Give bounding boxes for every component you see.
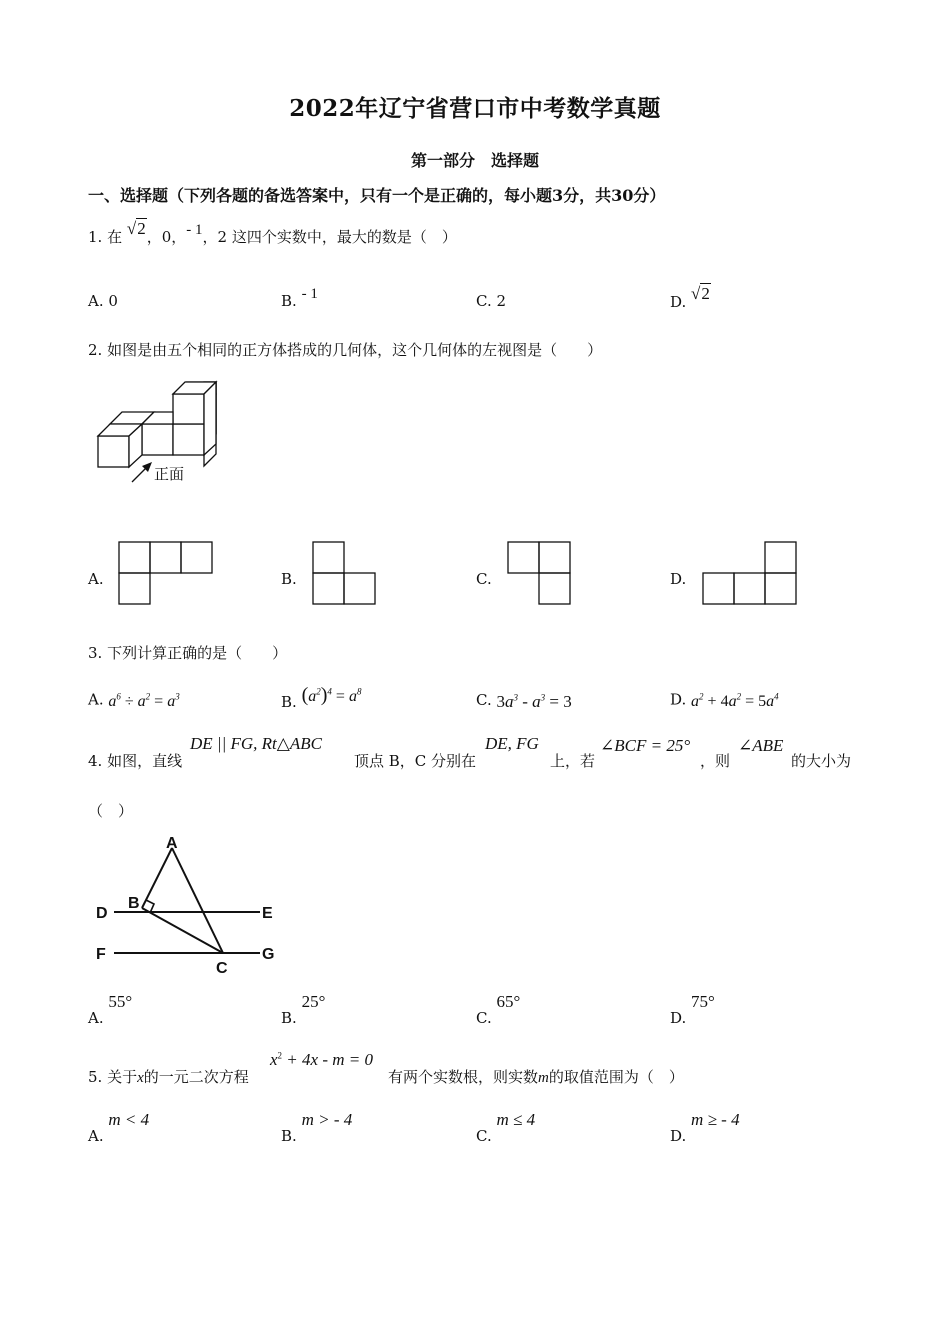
q5-mid1: 的一元二次方程 [143,1068,249,1086]
q5-option-d[interactable] [670,1110,740,1145]
q5-eq-exp: 2 [277,1050,283,1061]
q3-option-a-expr [108,693,179,710]
term: a [691,693,700,711]
coef: 3 [496,692,505,711]
question-1-stem [88,219,457,247]
exp: 2 [145,692,151,702]
q3-option-b-expr [301,684,362,706]
q5-pre: 5. 关于 [88,1068,138,1086]
q3-option-d-label: D. [670,690,687,709]
term: a [308,688,317,705]
label-d: D [96,905,108,922]
q4-option-c-value: 65° [496,992,521,1011]
exp: 4 [774,692,779,702]
label-c: C [216,960,228,977]
term: a [167,693,176,711]
q3-option-d[interactable] [670,690,779,709]
q5-option-a[interactable] [88,1110,150,1145]
segment-ac [172,848,223,953]
q5-tail [388,1066,684,1087]
page-title: 2022年辽宁省营口市中考数学真题 [289,95,661,122]
q2-option-b-label[interactable]: B. [281,570,297,588]
q1-neg: - 1 [186,222,203,238]
q4-option-a[interactable] [88,992,133,1027]
term: a [532,692,541,711]
q2-option-a-figure[interactable] [117,540,215,606]
exp: 6 [116,692,121,702]
q4-option-c[interactable] [476,992,521,1027]
q5-equation [270,1050,373,1070]
op: - [518,692,533,711]
q1-option-c[interactable]: C. 2 [476,292,507,310]
q5-option-b-value: m > - 4 [301,1110,353,1129]
q4-math-lines: DE, FG [485,734,539,753]
op: = 3 [545,692,572,711]
q5-post: 的取值范围为（ ） [548,1068,684,1086]
q5-option-b[interactable] [281,1110,353,1145]
term: a [348,688,357,705]
exp: 3 [175,692,180,702]
q1-sqrt-radicand: 2 [137,219,146,238]
segment-bc [142,908,223,953]
q2-front-label: 正面 [154,466,185,483]
q2-cube-figure [90,378,230,488]
question-2-stem: 2. 如图是由五个相同的正方体搭成的几何体，这个几何体的左视图是（ ） [88,341,603,359]
q5-option-d-label: D. [670,1127,687,1145]
label-f: F [96,946,106,963]
op: = [331,688,349,705]
q4-option-b-value: 25° [301,992,326,1011]
q5-option-c-label: C. [476,1127,492,1145]
term: a [137,693,146,711]
term: a [766,693,775,711]
q1-pre: 1. 在 [88,228,123,246]
q4-mid2: 上，若 [550,752,596,770]
label-a: A [166,835,178,852]
q3-option-b[interactable] [281,684,362,713]
question-5-stem [88,1066,249,1087]
q4-option-b[interactable] [281,992,326,1027]
q4-option-d[interactable] [670,992,715,1027]
q1-sqrt: √2 [126,219,146,238]
q1-option-d-sqrt: √2 [691,284,710,303]
q2-option-d-label[interactable]: D. [670,570,687,588]
q5-eq-x: x [270,1050,278,1069]
q5-option-b-label: B. [281,1127,297,1145]
q3-option-d-expr [691,693,779,710]
q1-option-b-value: - 1 [301,286,318,302]
op: + 4 [703,693,729,711]
q5-eq-rest: + 4x - m = 0 [282,1050,373,1069]
part-heading: 第一部分 选择题 [410,151,539,170]
term: a [108,693,117,711]
q4-geometry-figure [92,832,282,978]
term: a [505,692,514,711]
q4-math-parallel: DE || FG, Rt△ABC [190,734,322,753]
q3-option-a-label: A. [88,690,104,709]
q5-option-c[interactable] [476,1110,536,1145]
q2-option-c-label[interactable]: C. [476,570,492,588]
q3-option-c[interactable] [476,690,572,710]
exp: 4 [327,686,332,697]
q4-math-angle-bcf: ∠BCF = 25° [600,736,691,755]
q4-math-angle-abe: ∠ABE [738,736,784,755]
q1-option-b-label: B. [281,292,297,310]
op: = 5 [741,693,767,711]
op: ÷ [120,693,138,711]
q1-option-d[interactable] [670,284,711,312]
paren: ) [320,684,328,706]
q5-option-c-value: m ≤ 4 [496,1110,536,1129]
q5-var-m: m [538,1070,549,1086]
q5-option-a-value: m < 4 [108,1110,150,1129]
q4-pre: 4. 如图，直线 [88,752,183,770]
q4-post: 的大小为 [791,752,852,770]
q1-option-d-label: D. [670,293,687,311]
q1-option-b[interactable] [281,286,318,311]
q3-option-b-label: B. [281,693,297,711]
segment-ab [142,848,172,908]
question-3-stem: 3. 下列计算正确的是（ ） [88,644,288,662]
exp: 2 [316,686,321,697]
q4-option-d-value: 75° [691,992,715,1011]
q1-option-a[interactable]: A. 0 [88,292,118,310]
q5-option-a-label: A. [88,1127,104,1145]
q4-option-a-label: A. [88,1009,104,1027]
exp: 3 [513,692,518,703]
q2-option-b-figure[interactable] [311,540,379,606]
q1-post: ，2 这四个实数中，最大的数是（ ） [202,228,457,246]
exp: 3 [540,692,546,703]
q2-option-d-figure[interactable] [701,540,799,606]
q4-option-b-label: B. [281,1009,297,1027]
section-heading: 一、选择题（下列各题的备选答案中，只有一个是正确的，每小题3分，共30分） [88,186,666,205]
exp: 2 [699,692,704,702]
exp: 2 [736,692,742,702]
q4-mid1: 顶点 B，C 分别在 [354,752,477,770]
q3-option-c-expr [497,692,572,711]
paren: ( [301,684,309,706]
q2-option-c-figure[interactable] [506,540,574,606]
q3-option-c-label: C. [476,691,492,709]
label-b: B [128,895,140,912]
q4-paren: （ ） [88,802,134,820]
op: = [150,693,168,711]
q4-option-a-value: 55° [108,992,133,1011]
q5-var-x: x [137,1070,144,1086]
q1-option-d-radicand: 2 [701,284,710,303]
label-g: G [262,946,275,963]
q5-option-d-value: m ≥ - 4 [691,1110,740,1129]
exp: 8 [356,686,362,697]
q4-option-c-label: C. [476,1009,492,1027]
q5-mid2: 有两个实数根，则实数 [388,1068,539,1086]
label-e: E [262,905,273,922]
term: a [728,693,737,711]
q4-mid3: ，则 [700,752,731,770]
q2-option-a-label[interactable]: A. [88,570,104,588]
q1-sep: ，0， [146,228,187,246]
q4-option-d-label: D. [670,1009,687,1027]
q3-option-a[interactable] [88,690,180,709]
